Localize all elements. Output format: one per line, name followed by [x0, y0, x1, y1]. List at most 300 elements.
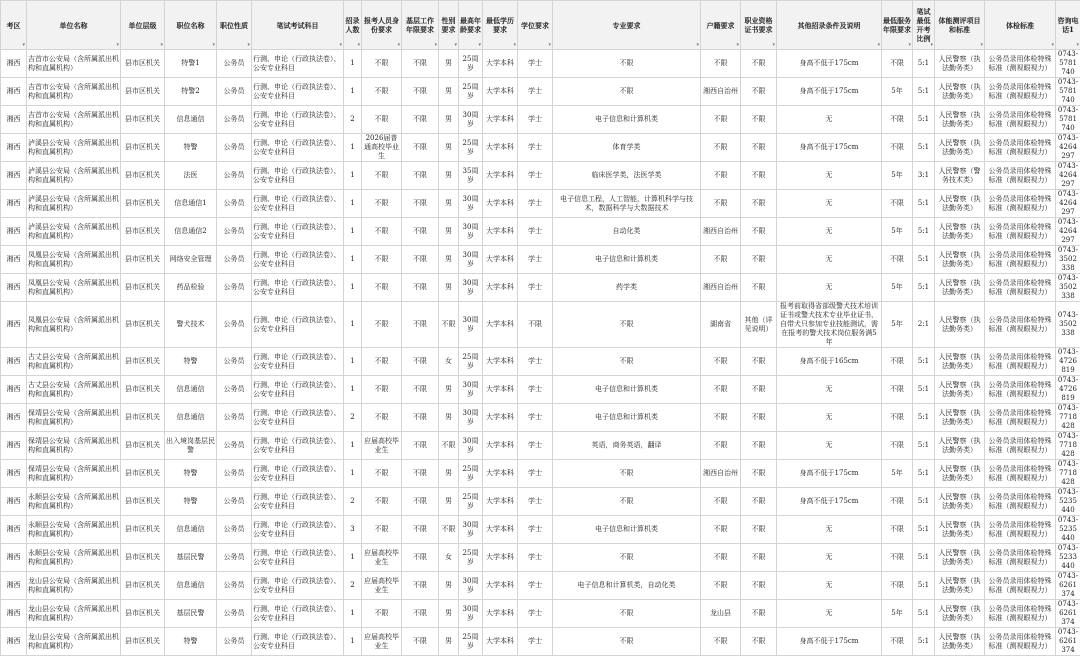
table-cell[interactable]: 无 [777, 404, 882, 432]
table-cell[interactable]: 1 [344, 544, 362, 572]
table-cell[interactable]: 不限 [741, 404, 777, 432]
table-cell[interactable]: 不限 [362, 218, 402, 246]
table-cell[interactable]: 湘西 [1, 432, 27, 460]
table-cell[interactable]: 网络安全管理 [165, 246, 217, 274]
table-cell[interactable]: 不限 [701, 628, 741, 656]
table-cell[interactable]: 无 [777, 600, 882, 628]
table-cell[interactable]: 行测、申论（行政执法卷）、公安专业科目 [252, 488, 344, 516]
table-cell[interactable]: 县市区机关 [121, 134, 165, 162]
table-cell[interactable]: 公务员 [217, 162, 252, 190]
table-cell[interactable]: 行测、申论（行政执法卷）、公安专业科目 [252, 50, 344, 78]
table-cell[interactable]: 0743-5235440 [1056, 516, 1080, 544]
table-cell[interactable]: 泸溪县公安局（含所属派出机构和直属机构） [27, 218, 121, 246]
table-cell[interactable]: 30周岁 [459, 190, 483, 218]
table-cell[interactable]: 行测、申论（行政执法卷）、公安专业科目 [252, 78, 344, 106]
table-cell[interactable]: 不限 [882, 432, 913, 460]
table-cell[interactable]: 1 [344, 348, 362, 376]
table-cell[interactable]: 县市区机关 [121, 600, 165, 628]
table-cell[interactable]: 不限 [402, 628, 439, 656]
table-cell[interactable]: 不限 [553, 488, 701, 516]
table-cell[interactable]: 人民警察（执法勤务类） [935, 544, 985, 572]
table-cell[interactable]: 不限 [402, 190, 439, 218]
table-cell[interactable]: 县市区机关 [121, 544, 165, 572]
table-cell[interactable]: 25周岁 [459, 348, 483, 376]
filter-dropdown-icon[interactable]: ▾ [116, 42, 119, 48]
column-header[interactable] [741, 1, 777, 50]
table-cell[interactable]: 30周岁 [459, 246, 483, 274]
table-cell[interactable]: 30周岁 [459, 432, 483, 460]
table-cell[interactable]: 公务员 [217, 348, 252, 376]
table-cell[interactable]: 大学本科 [483, 488, 518, 516]
table-cell[interactable]: 公务员录用体检特殊标准（测视眼视力） [985, 404, 1056, 432]
filter-dropdown-icon[interactable]: ▾ [772, 42, 775, 48]
table-cell[interactable]: 信息通信 [165, 516, 217, 544]
table-cell[interactable]: 人民警察（执法勤务类） [935, 404, 985, 432]
table-cell[interactable]: 人民警察（执法勤务类） [935, 376, 985, 404]
table-cell[interactable]: 公务员录用体检特殊标准（测视眼视力） [985, 162, 1056, 190]
table-cell[interactable]: 2 [344, 572, 362, 600]
table-cell[interactable]: 无 [777, 516, 882, 544]
table-cell[interactable]: 女 [439, 544, 459, 572]
table-cell[interactable]: 人民警察（执法勤务类） [935, 628, 985, 656]
table-cell[interactable]: 无 [777, 190, 882, 218]
table-cell[interactable]: 人民警察（执法勤务类） [935, 600, 985, 628]
table-cell[interactable]: 龙山县公安局（含所属派出机构和直属机构） [27, 628, 121, 656]
table-cell[interactable]: 人民警察（执法勤务类） [935, 190, 985, 218]
table-cell[interactable]: 大学本科 [483, 516, 518, 544]
table-cell[interactable]: 0743-7718428 [1056, 404, 1080, 432]
table-cell[interactable]: 人民警察（执法勤务类） [935, 78, 985, 106]
table-cell[interactable]: 湘西自治州 [701, 460, 741, 488]
table-cell[interactable]: 行测、申论（行政执法卷）、公安专业科目 [252, 572, 344, 600]
table-cell[interactable]: 不限 [518, 302, 553, 348]
table-cell[interactable]: 1 [344, 190, 362, 218]
table-cell[interactable]: 药品检验 [165, 274, 217, 302]
table-cell[interactable]: 行测、申论（行政执法卷）、公安专业科目 [252, 106, 344, 134]
table-cell[interactable]: 县市区机关 [121, 460, 165, 488]
table-cell[interactable]: 不限 [402, 50, 439, 78]
table-cell[interactable]: 行测、申论（行政执法卷）、公安专业科目 [252, 544, 344, 572]
filter-dropdown-icon[interactable]: ▾ [478, 42, 481, 48]
table-cell[interactable]: 湘西自治州 [701, 274, 741, 302]
table-cell[interactable]: 男 [439, 628, 459, 656]
table-cell[interactable]: 不限 [741, 78, 777, 106]
table-cell[interactable]: 男 [439, 274, 459, 302]
table-cell[interactable]: 不限 [362, 488, 402, 516]
table-cell[interactable]: 大学本科 [483, 628, 518, 656]
table-cell[interactable]: 男 [439, 78, 459, 106]
table-cell[interactable]: 学士 [518, 190, 553, 218]
table-cell[interactable]: 不限 [439, 516, 459, 544]
table-cell[interactable]: 人民警察（执法勤务类） [935, 348, 985, 376]
table-cell[interactable]: 男 [439, 460, 459, 488]
filter-dropdown-icon[interactable]: ▾ [397, 42, 400, 48]
table-cell[interactable]: 不限 [402, 302, 439, 348]
table-cell[interactable]: 不限 [741, 460, 777, 488]
table-cell[interactable]: 大学本科 [483, 190, 518, 218]
table-cell[interactable]: 公务员 [217, 190, 252, 218]
table-cell[interactable]: 湘西 [1, 162, 27, 190]
table-cell[interactable]: 学士 [518, 404, 553, 432]
table-cell[interactable]: 湘西 [1, 460, 27, 488]
table-cell[interactable]: 学士 [518, 516, 553, 544]
column-header[interactable] [402, 1, 439, 50]
table-cell[interactable]: 0743-4264297 [1056, 162, 1080, 190]
table-cell[interactable]: 学士 [518, 246, 553, 274]
table-cell[interactable]: 县市区机关 [121, 162, 165, 190]
table-cell[interactable]: 湘西 [1, 516, 27, 544]
table-cell[interactable]: 不限 [882, 544, 913, 572]
table-cell[interactable]: 5:1 [913, 246, 935, 274]
table-cell[interactable]: 30周岁 [459, 516, 483, 544]
table-cell[interactable]: 不限 [882, 348, 913, 376]
table-cell[interactable]: 5:1 [913, 218, 935, 246]
table-cell[interactable]: 湘西 [1, 600, 27, 628]
table-cell[interactable]: 不限 [741, 106, 777, 134]
table-cell[interactable]: 不限 [701, 572, 741, 600]
table-cell[interactable]: 0743-3502338 [1056, 246, 1080, 274]
table-cell[interactable]: 县市区机关 [121, 246, 165, 274]
table-cell[interactable]: 不限 [362, 162, 402, 190]
table-cell[interactable]: 5:1 [913, 572, 935, 600]
table-cell[interactable]: 1 [344, 432, 362, 460]
table-cell[interactable]: 2 [344, 106, 362, 134]
table-cell[interactable]: 1 [344, 162, 362, 190]
table-cell[interactable]: 凤凰县公安局（含所属派出机构和直属机构） [27, 274, 121, 302]
table-cell[interactable]: 男 [439, 600, 459, 628]
table-cell[interactable]: 无 [777, 218, 882, 246]
table-cell[interactable]: 信息通信 [165, 376, 217, 404]
table-cell[interactable]: 湘西 [1, 190, 27, 218]
table-cell[interactable]: 无 [777, 572, 882, 600]
table-cell[interactable]: 1 [344, 50, 362, 78]
table-cell[interactable]: 不限 [882, 628, 913, 656]
table-cell[interactable]: 身高不低于175cm [777, 50, 882, 78]
table-cell[interactable]: 25周岁 [459, 488, 483, 516]
table-cell[interactable]: 公务员 [217, 600, 252, 628]
table-cell[interactable]: 不限 [553, 348, 701, 376]
column-header[interactable] [1056, 1, 1080, 50]
table-cell[interactable]: 湘西 [1, 302, 27, 348]
table-cell[interactable]: 不限 [402, 274, 439, 302]
table-cell[interactable]: 不限 [362, 348, 402, 376]
table-cell[interactable]: 行测、申论（行政执法卷）、公安专业科目 [252, 516, 344, 544]
table-cell[interactable]: 2 [344, 488, 362, 516]
table-cell[interactable]: 电子信息和计算机类 [553, 516, 701, 544]
table-cell[interactable]: 公务员 [217, 376, 252, 404]
table-cell[interactable]: 男 [439, 218, 459, 246]
table-cell[interactable]: 行测、申论（行政执法卷）、公安专业科目 [252, 162, 344, 190]
table-cell[interactable]: 1 [344, 376, 362, 404]
table-cell[interactable]: 5年 [882, 600, 913, 628]
table-cell[interactable]: 凤凰县公安局（含所属派出机构和直属机构） [27, 302, 121, 348]
table-cell[interactable]: 信息通信 [165, 572, 217, 600]
table-cell[interactable]: 不限 [553, 50, 701, 78]
table-cell[interactable]: 不限 [741, 50, 777, 78]
table-cell[interactable]: 无 [777, 106, 882, 134]
filter-dropdown-icon[interactable]: ▾ [908, 42, 911, 48]
table-cell[interactable]: 男 [439, 488, 459, 516]
table-cell[interactable]: 不限 [741, 162, 777, 190]
table-cell[interactable]: 县市区机关 [121, 516, 165, 544]
table-cell[interactable]: 不限 [741, 544, 777, 572]
filter-dropdown-icon[interactable]: ▾ [339, 42, 342, 48]
table-cell[interactable]: 不限 [439, 302, 459, 348]
table-cell[interactable]: 大学本科 [483, 404, 518, 432]
column-header[interactable] [439, 1, 459, 50]
table-cell[interactable]: 0743-3502338 [1056, 302, 1080, 348]
table-cell[interactable]: 学士 [518, 488, 553, 516]
table-cell[interactable]: 电子信息和计算机类，自动化类 [553, 572, 701, 600]
table-cell[interactable]: 县市区机关 [121, 190, 165, 218]
table-cell[interactable]: 男 [439, 246, 459, 274]
table-cell[interactable]: 不限 [701, 404, 741, 432]
table-cell[interactable]: 男 [439, 190, 459, 218]
table-cell[interactable]: 不限 [701, 162, 741, 190]
filter-dropdown-icon[interactable]: ▾ [696, 42, 699, 48]
table-cell[interactable]: 男 [439, 106, 459, 134]
table-cell[interactable]: 公务员 [217, 106, 252, 134]
table-cell[interactable]: 县市区机关 [121, 376, 165, 404]
table-cell[interactable]: 1 [344, 78, 362, 106]
table-cell[interactable]: 30周岁 [459, 106, 483, 134]
table-cell[interactable]: 不限 [553, 302, 701, 348]
table-cell[interactable]: 特警 [165, 488, 217, 516]
column-header[interactable] [459, 1, 483, 50]
table-cell[interactable]: 学士 [518, 134, 553, 162]
table-cell[interactable]: 不限 [701, 106, 741, 134]
table-cell[interactable]: 5年 [882, 162, 913, 190]
table-cell[interactable]: 湘西 [1, 218, 27, 246]
table-cell[interactable]: 不限 [741, 488, 777, 516]
table-cell[interactable]: 不限 [402, 432, 439, 460]
table-cell[interactable]: 学士 [518, 376, 553, 404]
column-header[interactable] [362, 1, 402, 50]
table-cell[interactable]: 学士 [518, 432, 553, 460]
table-cell[interactable]: 泸溪县公安局（含所属派出机构和直属机构） [27, 190, 121, 218]
table-cell[interactable]: 湘西 [1, 488, 27, 516]
table-cell[interactable]: 不限 [741, 348, 777, 376]
table-cell[interactable]: 不限 [741, 432, 777, 460]
table-cell[interactable]: 行测、申论（行政执法卷）、公安专业科目 [252, 274, 344, 302]
filter-dropdown-icon[interactable]: ▾ [1076, 42, 1079, 48]
table-cell[interactable]: 保靖县公安局（含所属派出机构和直属机构） [27, 432, 121, 460]
table-cell[interactable]: 县市区机关 [121, 404, 165, 432]
table-cell[interactable]: 30周岁 [459, 302, 483, 348]
table-cell[interactable]: 不限 [882, 134, 913, 162]
table-cell[interactable]: 临床医学类，法医学类 [553, 162, 701, 190]
table-cell[interactable]: 县市区机关 [121, 302, 165, 348]
table-cell[interactable]: 特警 [165, 460, 217, 488]
table-cell[interactable]: 1 [344, 302, 362, 348]
table-cell[interactable]: 5:1 [913, 134, 935, 162]
table-cell[interactable]: 不限 [553, 600, 701, 628]
table-cell[interactable]: 龙山县 [701, 600, 741, 628]
table-cell[interactable]: 5:1 [913, 544, 935, 572]
table-cell[interactable]: 2 [344, 404, 362, 432]
table-cell[interactable]: 信息通信1 [165, 190, 217, 218]
table-cell[interactable]: 5:1 [913, 432, 935, 460]
table-cell[interactable]: 应届高校毕业生 [362, 572, 402, 600]
table-cell[interactable]: 县市区机关 [121, 348, 165, 376]
filter-dropdown-icon[interactable]: ▾ [454, 42, 457, 48]
table-cell[interactable]: 无 [777, 432, 882, 460]
table-cell[interactable]: 大学本科 [483, 600, 518, 628]
table-cell[interactable]: 湘西 [1, 544, 27, 572]
table-cell[interactable]: 25周岁 [459, 78, 483, 106]
table-cell[interactable]: 不限 [741, 628, 777, 656]
table-cell[interactable]: 5:1 [913, 190, 935, 218]
table-cell[interactable]: 不限 [553, 628, 701, 656]
column-header[interactable] [1, 1, 27, 50]
table-cell[interactable]: 5:1 [913, 274, 935, 302]
table-cell[interactable]: 大学本科 [483, 274, 518, 302]
table-cell[interactable]: 不限 [553, 460, 701, 488]
table-cell[interactable]: 0743-4726819 [1056, 348, 1080, 376]
table-cell[interactable]: 应届高校毕业生 [362, 432, 402, 460]
table-cell[interactable]: 公务员录用体检特殊标准（测视眼视力） [985, 516, 1056, 544]
table-cell[interactable]: 自动化类 [553, 218, 701, 246]
table-cell[interactable]: 不限 [741, 274, 777, 302]
table-cell[interactable]: 0743-6261374 [1056, 572, 1080, 600]
table-cell[interactable]: 3 [344, 516, 362, 544]
table-cell[interactable]: 学士 [518, 628, 553, 656]
table-cell[interactable]: 学士 [518, 348, 553, 376]
table-cell[interactable]: 行测、申论（行政执法卷）、公安专业科目 [252, 134, 344, 162]
table-cell[interactable]: 不限 [882, 246, 913, 274]
table-cell[interactable]: 身高不低于175cm [777, 134, 882, 162]
table-cell[interactable]: 学士 [518, 218, 553, 246]
table-cell[interactable]: 公务员录用体检特殊标准（测视眼视力） [985, 488, 1056, 516]
table-cell[interactable]: 公务员 [217, 432, 252, 460]
column-header[interactable] [252, 1, 344, 50]
table-cell[interactable]: 公务员 [217, 302, 252, 348]
table-cell[interactable]: 0743-7718428 [1056, 432, 1080, 460]
table-cell[interactable]: 人民警察（执法勤务类） [935, 106, 985, 134]
table-cell[interactable]: 县市区机关 [121, 50, 165, 78]
table-cell[interactable]: 5:1 [913, 628, 935, 656]
table-cell[interactable]: 学士 [518, 544, 553, 572]
table-cell[interactable]: 不限 [741, 600, 777, 628]
filter-dropdown-icon[interactable]: ▾ [736, 42, 739, 48]
table-cell[interactable]: 人民警察（执法勤务类） [935, 516, 985, 544]
filter-dropdown-icon[interactable]: ▾ [548, 42, 551, 48]
table-cell[interactable]: 不限 [402, 516, 439, 544]
table-cell[interactable]: 大学本科 [483, 460, 518, 488]
table-cell[interactable]: 吉首市公安局（含所属派出机构和直属机构） [27, 50, 121, 78]
table-cell[interactable]: 女 [439, 348, 459, 376]
table-cell[interactable]: 保靖县公安局（含所属派出机构和直属机构） [27, 404, 121, 432]
table-cell[interactable]: 不限 [882, 516, 913, 544]
table-cell[interactable]: 泸溪县公安局（含所属派出机构和直属机构） [27, 134, 121, 162]
table-cell[interactable]: 人民警察（执法勤务类） [935, 246, 985, 274]
column-header[interactable] [165, 1, 217, 50]
table-cell[interactable]: 体育学类 [553, 134, 701, 162]
table-cell[interactable]: 5:1 [913, 78, 935, 106]
table-cell[interactable]: 5:1 [913, 460, 935, 488]
table-cell[interactable]: 人民警察（执法勤务类） [935, 460, 985, 488]
column-header[interactable] [27, 1, 121, 50]
table-cell[interactable]: 不限 [402, 78, 439, 106]
table-cell[interactable]: 1 [344, 246, 362, 274]
table-cell[interactable]: 保靖县公安局（含所属派出机构和直属机构） [27, 460, 121, 488]
column-header[interactable] [701, 1, 741, 50]
table-cell[interactable]: 出入境岗基层民警 [165, 432, 217, 460]
table-cell[interactable]: 男 [439, 572, 459, 600]
table-cell[interactable]: 不限 [882, 376, 913, 404]
filter-dropdown-icon[interactable]: ▾ [980, 42, 983, 48]
table-cell[interactable]: 5:1 [913, 106, 935, 134]
table-cell[interactable]: 公务员 [217, 488, 252, 516]
table-cell[interactable]: 警犬技术 [165, 302, 217, 348]
table-cell[interactable]: 公务员 [217, 246, 252, 274]
table-cell[interactable]: 0743-5233440 [1056, 544, 1080, 572]
table-cell[interactable]: 县市区机关 [121, 218, 165, 246]
table-cell[interactable]: 不限 [741, 572, 777, 600]
table-cell[interactable]: 公务员录用体检特殊标准（测视眼视力） [985, 572, 1056, 600]
table-cell[interactable]: 吉首市公安局（含所属派出机构和直属机构） [27, 106, 121, 134]
table-cell[interactable]: 人民警察（执法勤务类） [935, 488, 985, 516]
table-cell[interactable]: 大学本科 [483, 78, 518, 106]
table-cell[interactable]: 行测、申论（行政执法卷）、公安专业科目 [252, 190, 344, 218]
table-cell[interactable]: 男 [439, 162, 459, 190]
table-cell[interactable]: 不限 [402, 460, 439, 488]
table-cell[interactable]: 行测、申论（行政执法卷）、公安专业科目 [252, 376, 344, 404]
table-cell[interactable]: 1 [344, 134, 362, 162]
table-cell[interactable]: 5:1 [913, 488, 935, 516]
table-cell[interactable]: 不限 [362, 246, 402, 274]
table-cell[interactable]: 不限 [362, 376, 402, 404]
table-cell[interactable]: 5:1 [913, 50, 935, 78]
table-cell[interactable]: 不限 [402, 544, 439, 572]
table-cell[interactable]: 0743-5781740 [1056, 50, 1080, 78]
table-cell[interactable]: 公务员录用体检特殊标准（测视眼视力） [985, 50, 1056, 78]
table-cell[interactable]: 公务员 [217, 572, 252, 600]
column-header[interactable] [121, 1, 165, 50]
table-cell[interactable]: 电子信息和计算机类 [553, 404, 701, 432]
table-cell[interactable]: 公务员 [217, 134, 252, 162]
table-cell[interactable]: 男 [439, 134, 459, 162]
table-cell[interactable]: 人民警察（执法勤务类） [935, 218, 985, 246]
table-cell[interactable]: 湘西 [1, 246, 27, 274]
table-cell[interactable]: 公务员录用体检特殊标准（测视眼视力） [985, 348, 1056, 376]
table-cell[interactable]: 5:1 [913, 404, 935, 432]
table-cell[interactable]: 公务员录用体检特殊标准（测视眼视力） [985, 134, 1056, 162]
table-cell[interactable]: 凤凰县公安局（含所属派出机构和直属机构） [27, 246, 121, 274]
table-cell[interactable]: 大学本科 [483, 134, 518, 162]
table-cell[interactable]: 大学本科 [483, 544, 518, 572]
table-cell[interactable]: 无 [777, 376, 882, 404]
table-cell[interactable]: 公务员 [217, 516, 252, 544]
table-cell[interactable]: 行测、申论（行政执法卷）、公安专业科目 [252, 246, 344, 274]
table-cell[interactable]: 25周岁 [459, 628, 483, 656]
table-cell[interactable]: 25周岁 [459, 134, 483, 162]
table-cell[interactable]: 不限 [701, 432, 741, 460]
table-cell[interactable]: 不限 [701, 190, 741, 218]
table-cell[interactable]: 不限 [882, 106, 913, 134]
table-cell[interactable]: 公务员录用体检特殊标准（测视眼视力） [985, 600, 1056, 628]
table-cell[interactable]: 学士 [518, 600, 553, 628]
column-header[interactable] [217, 1, 252, 50]
table-cell[interactable]: 古丈县公安局（含所属派出机构和直属机构） [27, 348, 121, 376]
table-cell[interactable]: 0743-5781740 [1056, 78, 1080, 106]
table-cell[interactable]: 不限 [701, 488, 741, 516]
table-cell[interactable]: 基层民警 [165, 600, 217, 628]
table-cell[interactable]: 不限 [402, 376, 439, 404]
table-cell[interactable]: 电子信息工程，人工智能，计算机科学与技术，数据科学与大数据技术 [553, 190, 701, 218]
table-cell[interactable]: 不限 [402, 162, 439, 190]
table-cell[interactable]: 不限 [362, 600, 402, 628]
